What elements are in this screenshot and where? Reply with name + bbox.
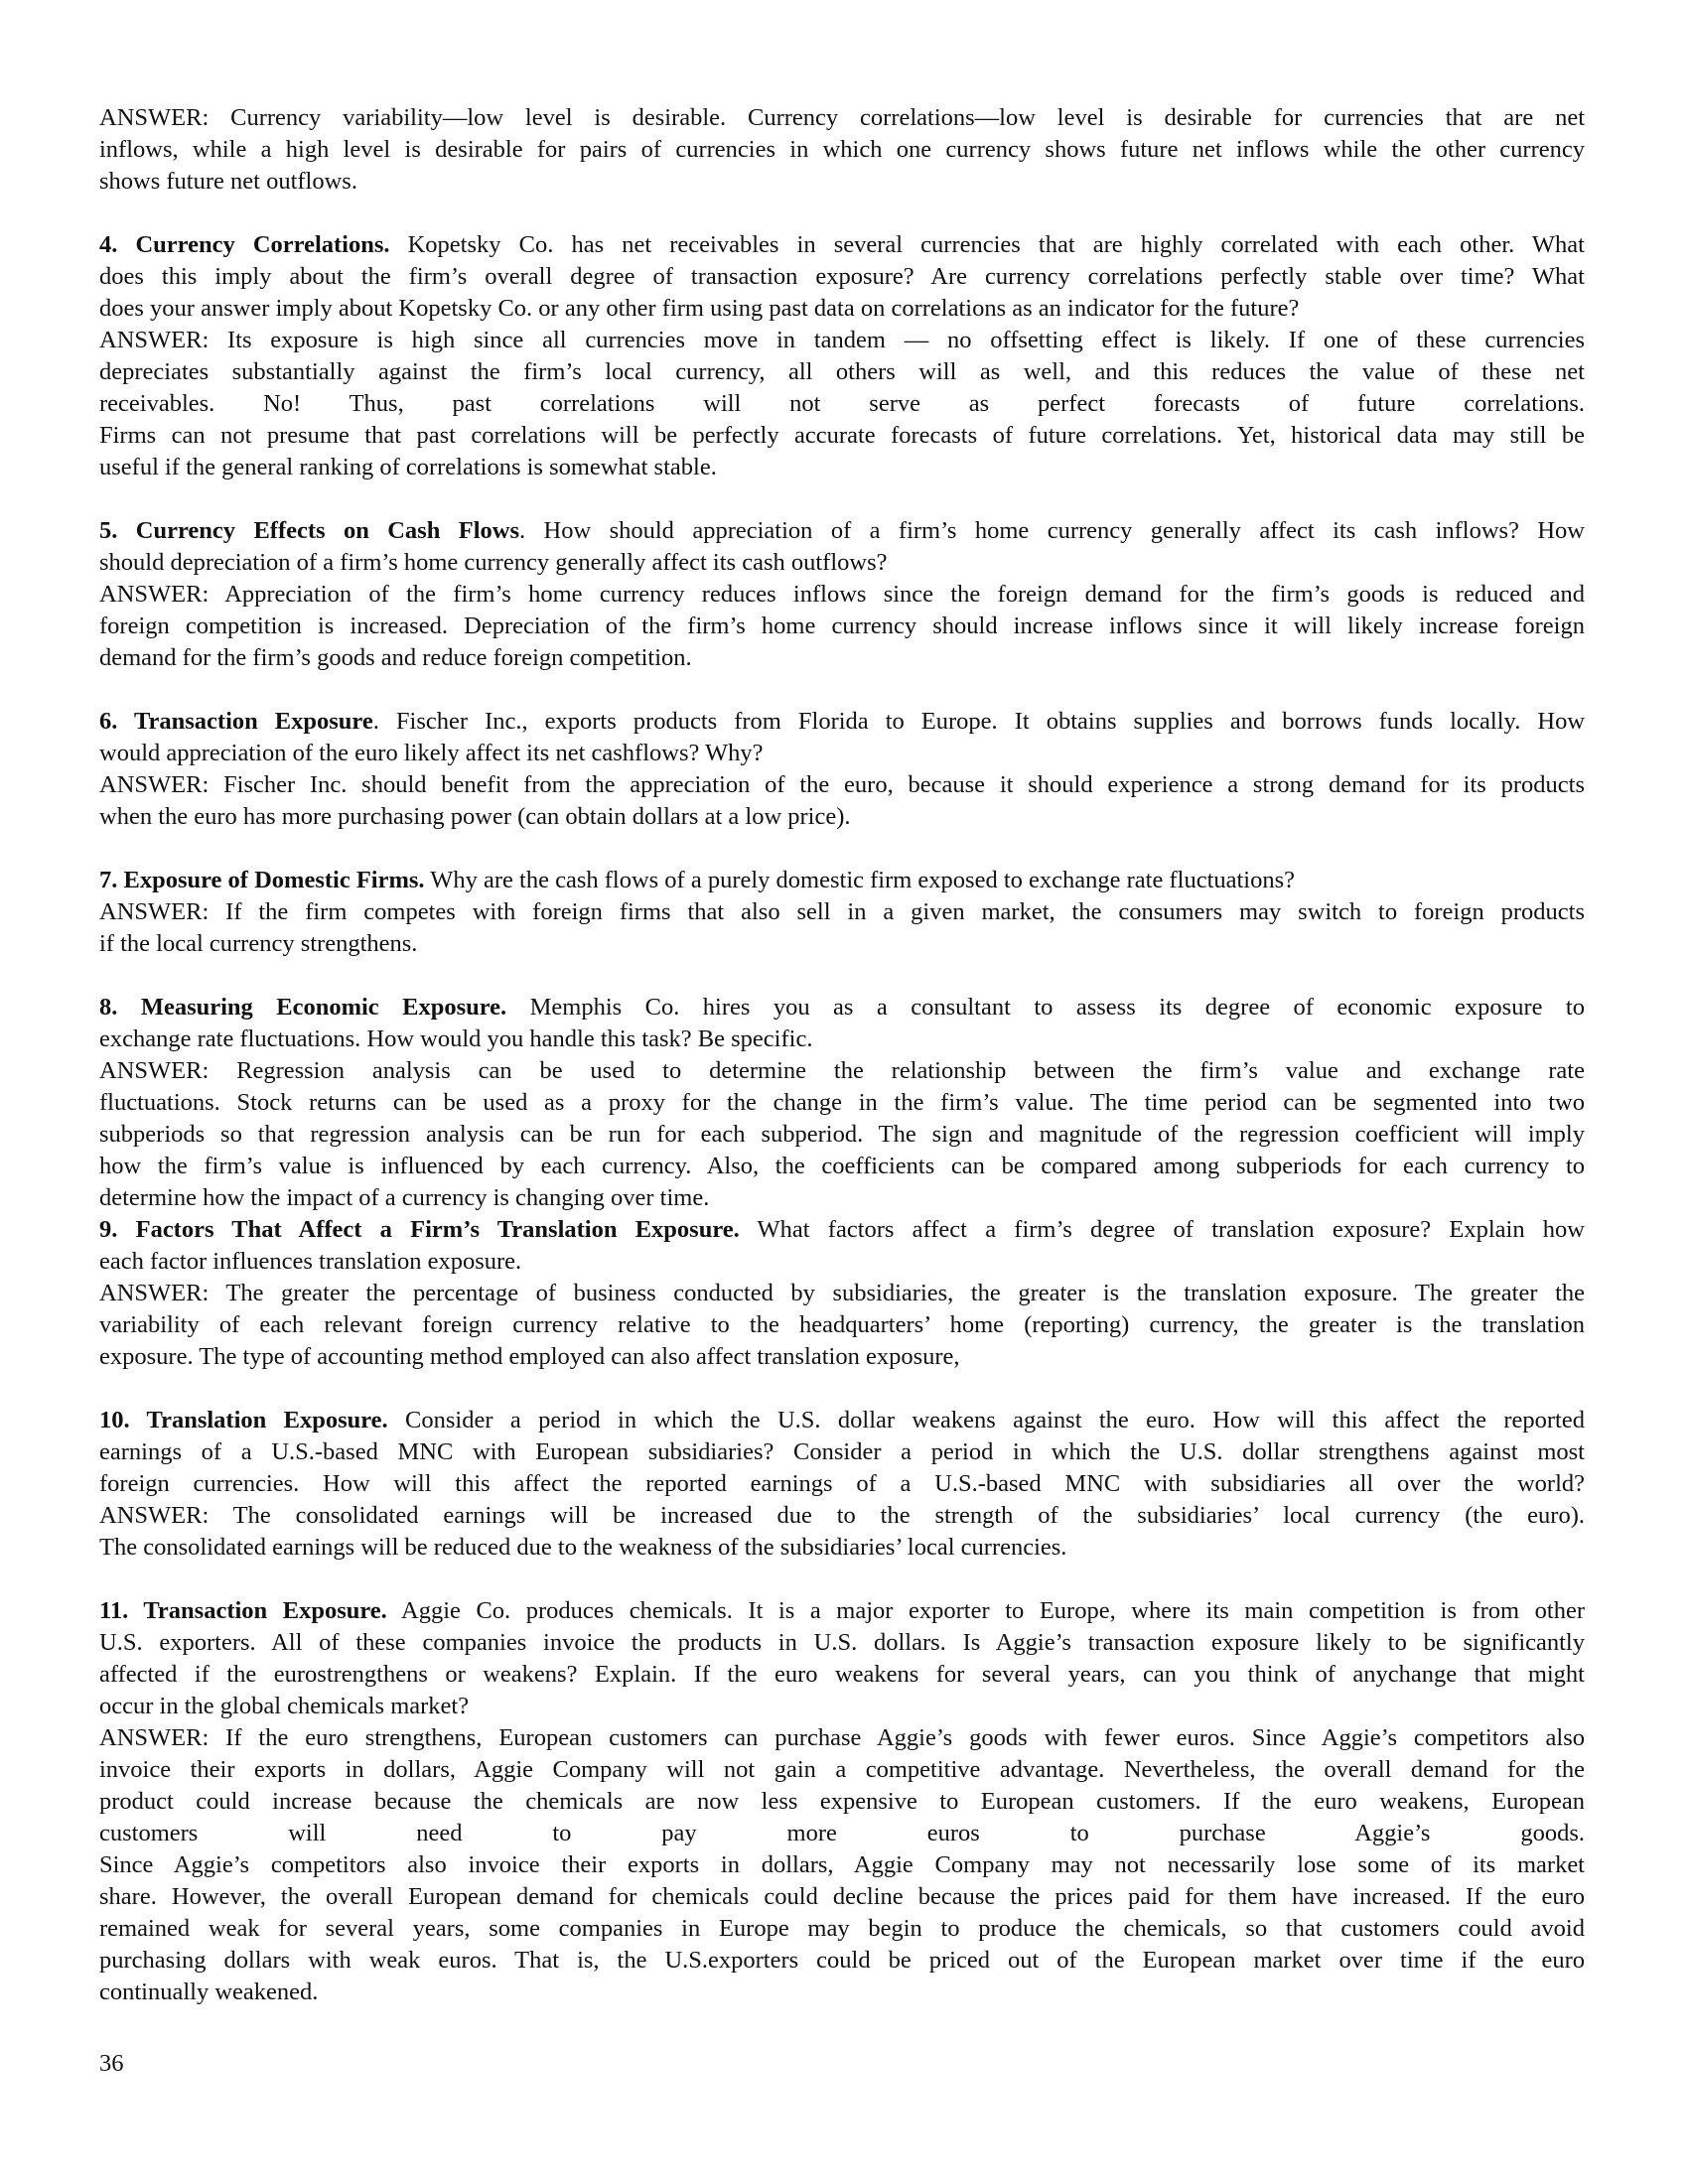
text-line: variability of each relevant foreign currency relative to the headquarters’ home (reporting) currency, the greater is the translation	[99, 1311, 1585, 1338]
text-line: product could increase because the chemicals are now less expensive to European customers. If the euro weakens, European	[99, 1788, 1585, 1815]
text-line: inflows, while a high level is desirable for pairs of currencies in which one currency shows future net inflows while the other currency	[99, 136, 1585, 163]
answer-line: ANSWER: Its exposure is high since all currencies move in tandem — no offsetting effect is likely. If one of these currencies	[99, 327, 1585, 353]
answer-line: ANSWER: Fischer Inc. should benefit from the appreciation of the euro, because it should experience a strong demand for its products	[99, 771, 1585, 798]
text-line: exchange rate fluctuations. How would you handle this task? Be specific.	[99, 1025, 813, 1052]
text-line: 6. Transaction Exposure. Fischer Inc., exports products from Florida to Europe. It obtains supplies and borrows funds locally. How	[99, 708, 1586, 735]
text-line: when the euro has more purchasing power (can obtain dollars at a low price).	[99, 803, 851, 830]
text-line: Firms can not presume that past correlations will be perfectly accurate forecasts of future correlations. Yet, historical data may still be	[99, 422, 1585, 449]
text-line: would appreciation of the euro likely affect its net cashflows? Why?	[99, 740, 764, 766]
text-line: shows future net outflows.	[99, 168, 357, 195]
question-10-block	[99, 1405, 1585, 1564]
text-line: affected if the eurostrengthens or weakens? Explain. If the euro weakens for several years, can you think of anychange that might	[99, 1661, 1585, 1688]
answer-line: ANSWER: If the euro strengthens, European customers can purchase Aggie’s goods with fewer euros. Since Aggie’s competitors also	[99, 1724, 1585, 1751]
text-line: fluctuations. Stock returns can be used as a proxy for the change in the firm’s value. The time period can be segmented into two	[99, 1089, 1585, 1116]
page-number: 36	[99, 2050, 124, 2077]
text-line: 5. Currency Effects on Cash Flows. How should appreciation of a firm’s home currency generally affect its cash inflows? How	[99, 517, 1585, 544]
answer-line: ANSWER: The greater the percentage of business conducted by subsidiaries, the greater is the translation exposure. The greater the	[99, 1280, 1585, 1306]
question-heading: 8. Measuring Economic Exposure.	[99, 994, 507, 1021]
text-line: depreciates substantially against the firm’s local currency, all others will as well, and this reduces the value of these net	[99, 358, 1585, 385]
text-line: subperiods so that regression analysis can be run for each subperiod. The sign and magnitude of the regression coefficient will imply	[99, 1121, 1585, 1148]
text-line: foreign competition is increased. Depreciation of the firm’s home currency should increase inflows since it will likely increase foreign	[99, 613, 1585, 639]
text-line: 10. Translation Exposure. Consider a period in which the U.S. dollar weakens against the euro. How will this affect the reported	[99, 1407, 1585, 1433]
text-line: should depreciation of a firm’s home currency generally affect its cash outflows?	[99, 549, 888, 576]
text-line: invoice their exports in dollars, Aggie Company will not gain a competitive advantage. Nevertheless, the overall demand for the	[99, 1756, 1585, 1783]
question-heading: 6. Transaction Exposure	[99, 708, 373, 735]
question-heading: 9. Factors That Affect a Firm’s Translation Exposure.	[99, 1216, 740, 1243]
text-line: earnings of a U.S.-based MNC with European subsidiaries? Consider a period in which the U.S. dollar strengthens against most	[99, 1438, 1585, 1465]
question-heading: 7. Exposure of Domestic Firms.	[99, 867, 425, 893]
text-line: share. However, the overall European demand for chemicals could decline because the prices paid for them have increased. If the euro	[99, 1883, 1585, 1910]
answer-line: ANSWER: Regression analysis can be used to determine the relationship between the firm’s value and exchange rate	[99, 1057, 1585, 1084]
text-line: 8. Measuring Economic Exposure. Memphis Co. hires you as a consultant to assess its degree of economic exposure to	[99, 994, 1585, 1021]
answer-line: ANSWER: Appreciation of the firm’s home currency reduces inflows since the foreign demand for the firm’s goods is reduced and	[99, 581, 1585, 608]
text-line: ANSWER: Currency variability—low level is desirable. Currency correlations—low level is desirable for currencies that are net	[99, 104, 1585, 131]
text-line: 7. Exposure of Domestic Firms. Why are the cash flows of a purely domestic firm exposed to exchange rate fluctuations?	[99, 867, 1296, 893]
text-line: does this imply about the firm’s overall degree of transaction exposure? Are currency correlations perfectly stable over time? What	[99, 263, 1585, 290]
question-heading: 10. Translation Exposure.	[99, 1407, 388, 1433]
text-line: 9. Factors That Affect a Firm’s Translation Exposure. What factors affect a firm’s degree of translation exposure? Explain how	[99, 1216, 1585, 1243]
question-4-block	[99, 229, 1585, 483]
text-line: useful if the general ranking of correlations is somewhat stable.	[99, 454, 717, 480]
text-line: determine how the impact of a currency is changing over time.	[99, 1184, 710, 1211]
text-line: continually weakened.	[99, 1979, 319, 2005]
question-7-block	[99, 865, 1585, 960]
text-line: 4. Currency Correlations. Kopetsky Co. has net receivables in several currencies that are highly correlated with each other. What	[99, 231, 1585, 258]
document-page	[99, 102, 1585, 2008]
text-line: does your answer imply about Kopetsky Co. or any other firm using past data on correlations as an indicator for the future?	[99, 295, 1300, 322]
question-heading: 11. Transaction Exposure.	[99, 1597, 387, 1624]
text-line: exposure. The type of accounting method employed can also affect translation exposure,	[99, 1343, 960, 1370]
question-8-block	[99, 992, 1585, 1214]
q3-answer-block	[99, 102, 1585, 198]
text-line: U.S. exporters. All of these companies invoice the products in U.S. dollars. Is Aggie’s transaction exposure likely to be significantly	[99, 1629, 1585, 1656]
answer-line: ANSWER: The consolidated earnings will be increased due to the strength of the subsidiaries’ local currency (the euro).	[99, 1502, 1585, 1529]
text-line: receivables. No! Thus, past correlations will not serve as perfect forecasts of future correlations.	[99, 390, 1585, 417]
text-line: purchasing dollars with weak euros. That is, the U.S.exporters could be priced out of the European market over time if the euro	[99, 1947, 1585, 1974]
question-heading: 4. Currency Correlations.	[99, 231, 390, 258]
text-line: if the local currency strengthens.	[99, 930, 418, 957]
text-line: how the firm’s value is influenced by each currency. Also, the coefficients can be compared among subperiods for each currency to	[99, 1153, 1585, 1179]
question-heading: 5. Currency Effects on Cash Flows	[99, 517, 520, 544]
text-line: Since Aggie’s competitors also invoice their exports in dollars, Aggie Company may not necessarily lose some of its market	[99, 1851, 1585, 1878]
question-11-block	[99, 1595, 1585, 2008]
text-line: customers will need to pay more euros to purchase Aggie’s goods.	[99, 1820, 1585, 1846]
text-line: The consolidated earnings will be reduced due to the weakness of the subsidiaries’ local currencies.	[99, 1534, 1067, 1561]
text-line: demand for the firm’s goods and reduce foreign competition.	[99, 644, 692, 671]
question-5-block	[99, 515, 1585, 674]
text-line: 11. Transaction Exposure. Aggie Co. produces chemicals. It is a major exporter to Europe, where its main competition is from other	[99, 1597, 1585, 1624]
question-6-block	[99, 706, 1585, 833]
text-line: each factor influences translation exposure.	[99, 1248, 522, 1275]
question-9-block	[99, 1214, 1585, 1373]
answer-line: ANSWER: If the firm competes with foreign firms that also sell in a given market, the consumers may switch to foreign products	[99, 898, 1585, 925]
text-line: remained weak for several years, some companies in Europe may begin to produce the chemicals, so that customers could avoid	[99, 1915, 1585, 1942]
text-line: occur in the global chemicals market?	[99, 1693, 470, 1719]
text-line: foreign currencies. How will this affect the reported earnings of a U.S.-based MNC with subsidiaries all over the world?	[99, 1470, 1585, 1497]
